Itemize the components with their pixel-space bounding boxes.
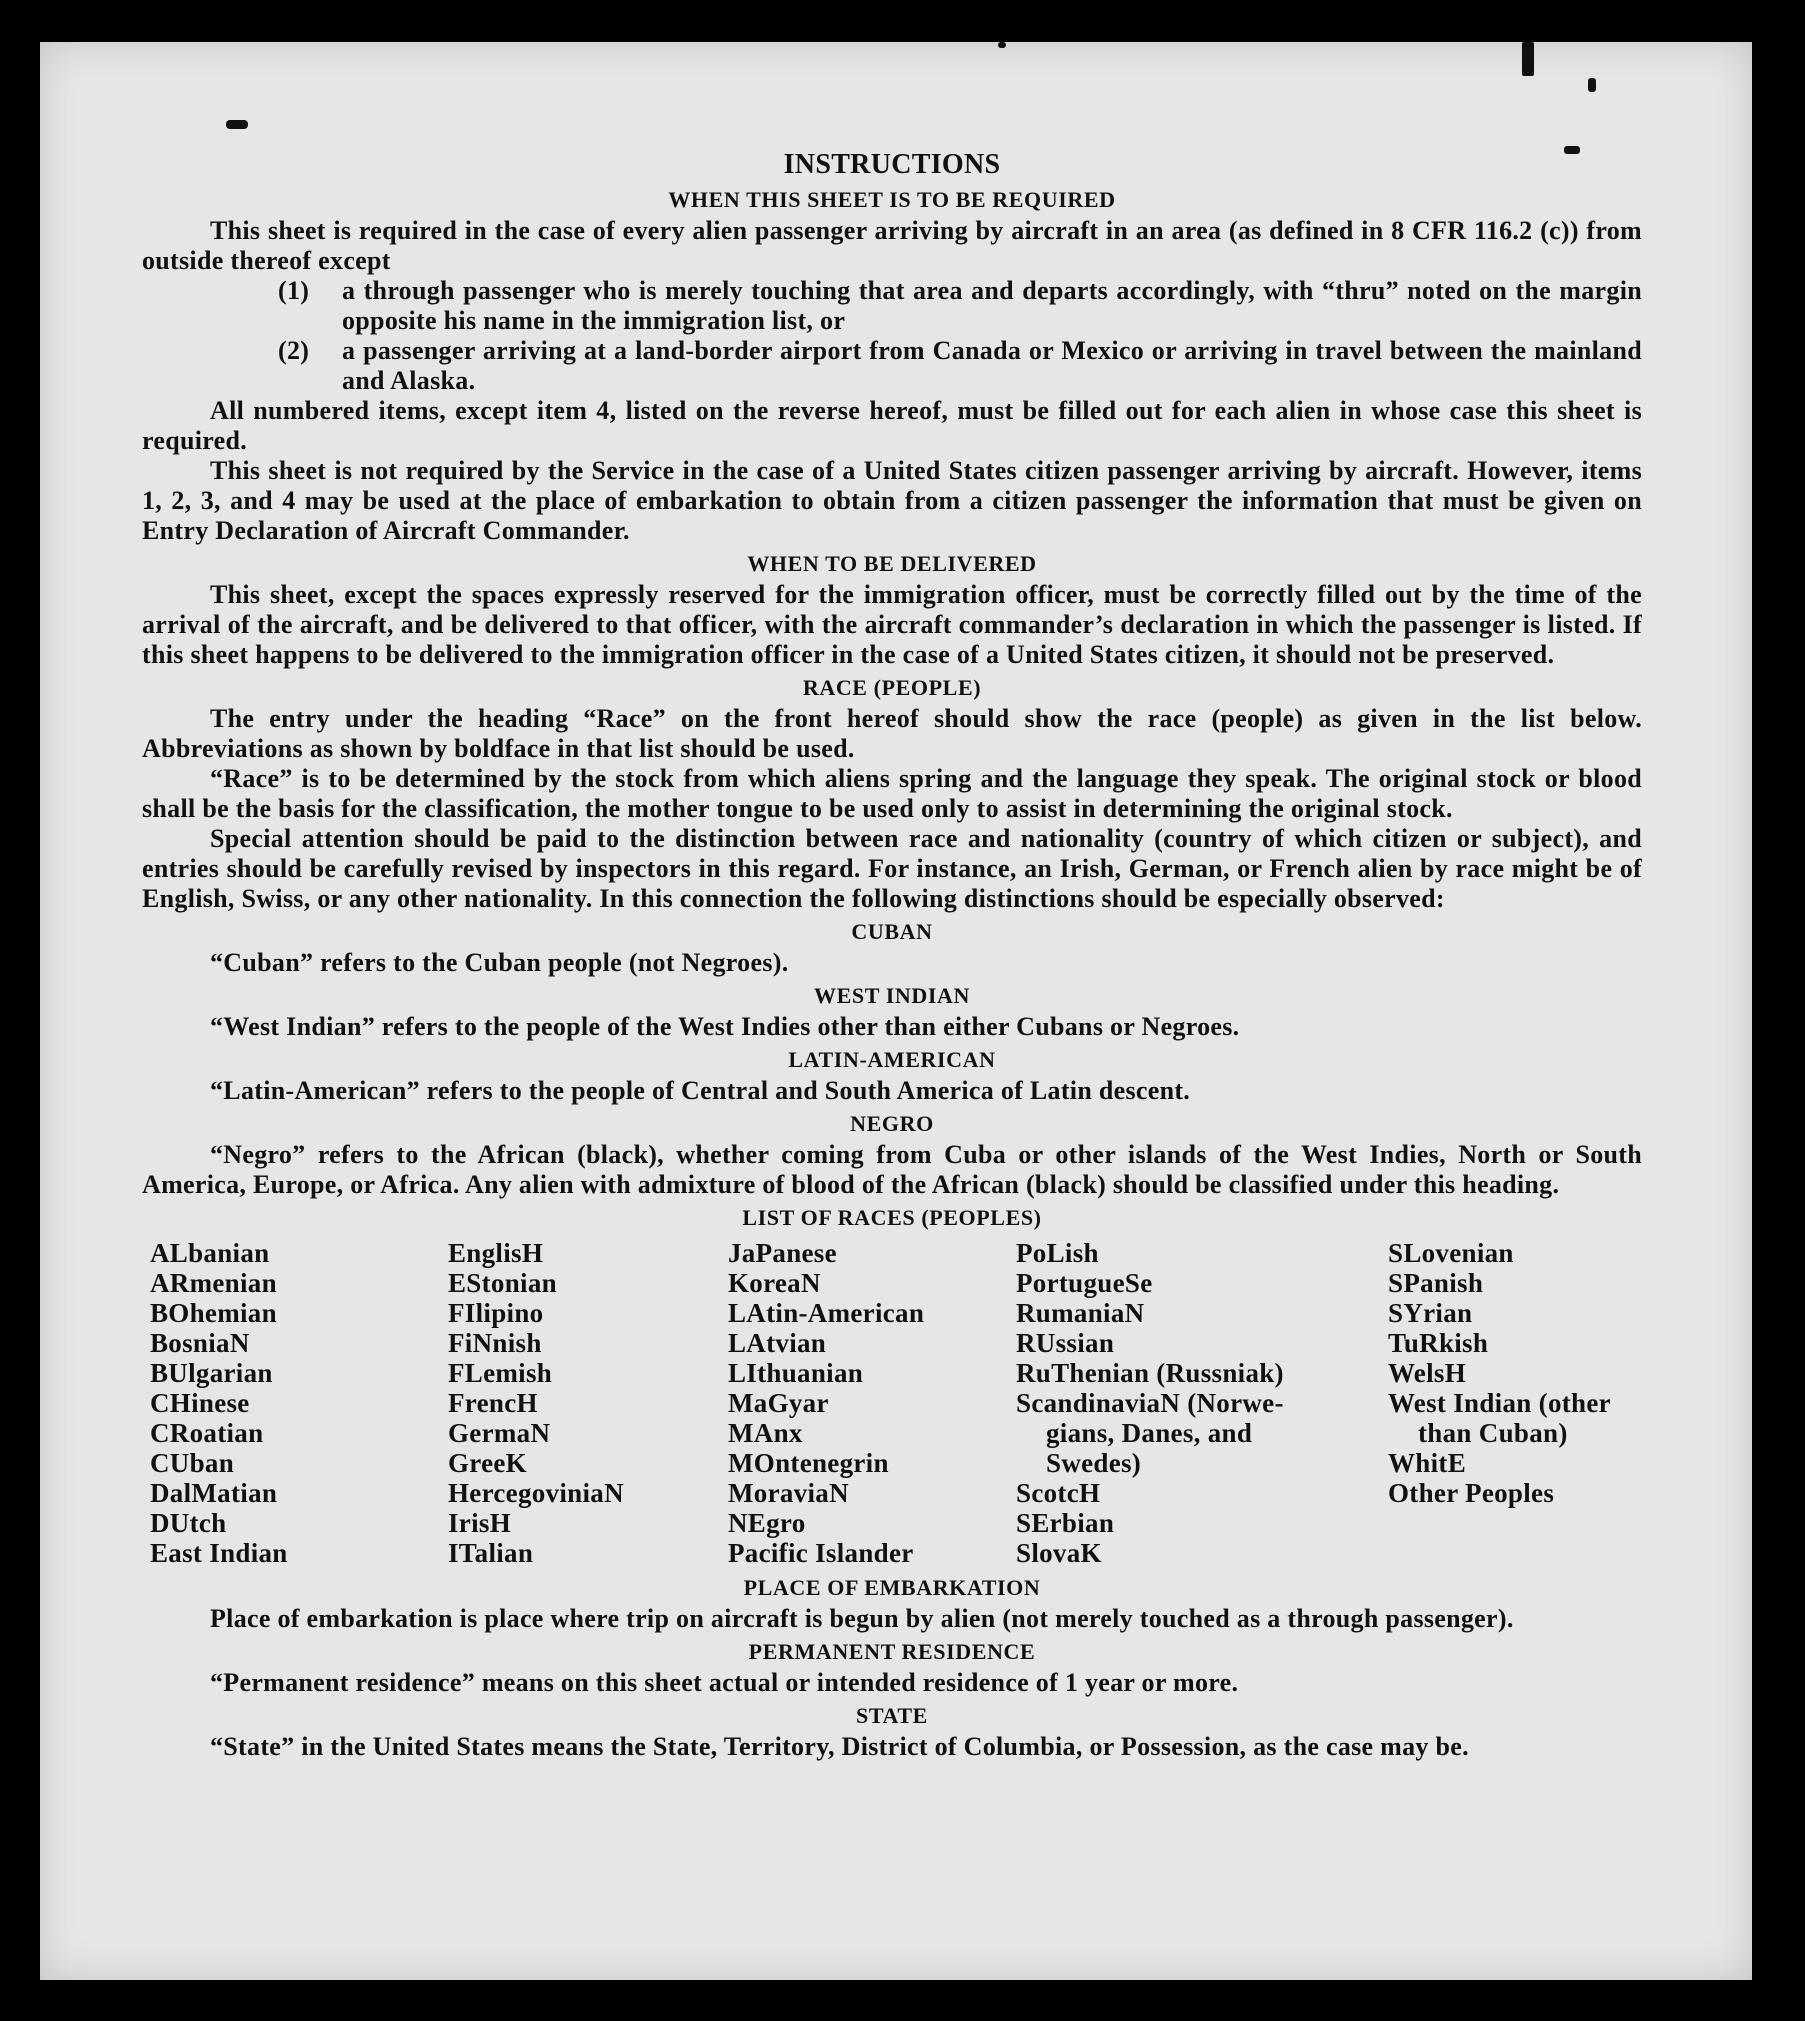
race-entry: Swedes) — [1046, 1448, 1142, 1478]
race-entry: EStonian — [448, 1268, 557, 1298]
heading-latin-american: LATIN-AMERICAN — [788, 1047, 996, 1072]
races-list — [150, 1238, 1642, 1568]
race-entry: PortugueSe — [1016, 1268, 1153, 1298]
race-entry: GermaN — [448, 1418, 551, 1448]
race-entry: ALbanian — [150, 1238, 270, 1268]
race-entry: FrencH — [448, 1388, 538, 1418]
races-column-1 — [150, 1238, 448, 1568]
race-entry: DUtch — [150, 1508, 227, 1538]
item-number: (2) — [278, 336, 310, 365]
race-entry: West Indian (other — [1388, 1388, 1611, 1418]
cuban-definition: “Cuban” refers to the Cuban people (not Negroes). — [210, 948, 789, 977]
race-entry: NEgro — [728, 1508, 806, 1538]
race-entry: than Cuban) — [1418, 1418, 1568, 1448]
race-entry: DalMatian — [150, 1478, 278, 1508]
ink-speck — [998, 42, 1006, 48]
race-entry: ARmenian — [150, 1268, 277, 1298]
races-column-5-top — [1388, 1238, 1650, 1418]
race-entry: WelsH — [1388, 1358, 1467, 1388]
race-entry: KoreaN — [728, 1268, 821, 1298]
heading-permanent-residence: PERMANENT RESIDENCE — [748, 1639, 1036, 1664]
citizen-paragraph: This sheet is not required by the Service in the case of a United States citizen passenger arriving by aircraft. However, items 1, 2, 3, and 4 may be used at the place of embarkation to obtain from a citizen passenger the information that must be given on Entry Declaration of Aircraft Commander. — [142, 456, 1642, 545]
instructions-body — [142, 148, 1642, 1762]
delivery-paragraph: This sheet, except the spaces expressly reserved for the immigration officer, must be correctly filled out by the time of the arrival of the aircraft, and be delivered to that officer, with the aircraft commander’s declaration in which the passenger is listed. If this sheet happens to be delivered to the immigration officer in the case of a United States citizen, it should not be preserved. — [142, 580, 1642, 669]
heading-cuban: CUBAN — [851, 919, 933, 944]
exception-item-1 — [278, 276, 1642, 336]
race-entry: LAtin-American — [728, 1298, 925, 1328]
item-number: (1) — [278, 276, 310, 305]
race-entry: PoLish — [1016, 1238, 1099, 1268]
race-entry: TuRkish — [1388, 1328, 1489, 1358]
race-entry: ScotcH — [1016, 1478, 1101, 1508]
race-entry: MAnx — [728, 1418, 803, 1448]
races-column-4-bottom — [1016, 1478, 1388, 1568]
west-indian-definition: “West Indian” refers to the people of the West Indies other than either Cubans or Negroes. — [210, 1012, 1240, 1041]
state-definition: “State” in the United States means the State, Territory, District of Columbia, or Possession, as the case may be. — [210, 1732, 1469, 1761]
race-paragraph-1: The entry under the heading “Race” on the front hereof should show the race (people) as given in the list below. Abbreviations as shown by boldface in that list should be used. — [142, 704, 1642, 763]
race-entry: Other Peoples — [1388, 1478, 1555, 1508]
race-entry: Pacific Islander — [728, 1538, 914, 1568]
race-entry: BosniaN — [150, 1328, 250, 1358]
race-entry: SYrian — [1388, 1298, 1473, 1328]
races-column-2 — [448, 1238, 728, 1568]
race-entry: RUssian — [1016, 1328, 1115, 1358]
races-column-4-top — [1016, 1238, 1388, 1418]
race-entry: MoraviaN — [728, 1478, 849, 1508]
item-text: a through passenger who is merely touching that area and departs accordingly, with “thru” noted on the margin opposite his name in the immigration list, or — [342, 276, 1642, 335]
race-entry: EnglisH — [448, 1238, 544, 1268]
race-entry: JaPanese — [728, 1238, 837, 1268]
exception-item-2 — [278, 336, 1642, 396]
ink-speck — [1522, 42, 1534, 76]
race-entry: SLovenian — [1388, 1238, 1514, 1268]
race-entry: ITalian — [448, 1538, 534, 1568]
heading-negro: NEGRO — [850, 1111, 934, 1136]
race-entry: CRoatian — [150, 1418, 264, 1448]
race-entry: FLemish — [448, 1358, 553, 1388]
heading-when-delivered: WHEN TO BE DELIVERED — [747, 551, 1037, 576]
race-entry: SlovaK — [1016, 1538, 1102, 1568]
race-entry: IrisH — [448, 1508, 512, 1538]
heading-state: STATE — [856, 1703, 928, 1728]
page-title: INSTRUCTIONS — [783, 149, 1001, 180]
race-entry: East Indian — [150, 1538, 288, 1568]
race-entry: BUlgarian — [150, 1358, 273, 1388]
race-entry: RumaniaN — [1016, 1298, 1145, 1328]
races-column-5-wrap — [1388, 1418, 1650, 1448]
race-entry: MaGyar — [728, 1388, 829, 1418]
race-entry: SErbian — [1016, 1508, 1115, 1538]
heading-list-of-races: LIST OF RACES (PEOPLES) — [742, 1205, 1042, 1230]
race-entry: LIthuanian — [728, 1358, 864, 1388]
race-entry: GreeK — [448, 1448, 527, 1478]
races-column-4-wrap — [1016, 1418, 1388, 1478]
embarkation-definition: Place of embarkation is place where trip on aircraft is begun by alien (not merely touched as a through passenger). — [210, 1604, 1514, 1633]
race-entry: LAtvian — [728, 1328, 827, 1358]
race-entry: HercegoviniaN — [448, 1478, 624, 1508]
heading-embarkation: PLACE OF EMBARKATION — [743, 1575, 1041, 1600]
races-column-5 — [1388, 1238, 1650, 1568]
race-entry: WhitE — [1388, 1448, 1467, 1478]
numbered-items-paragraph: All numbered items, except item 4, listed on the reverse hereof, must be filled out for each alien in whose case this sheet is required. — [142, 396, 1642, 455]
heading-when-required: WHEN THIS SHEET IS TO BE REQUIRED — [668, 187, 1116, 212]
heading-west-indian: WEST INDIAN — [814, 983, 970, 1008]
race-paragraph-3: Special attention should be paid to the distinction between race and nationality (country of which citizen or subject), and entries should be carefully revised by inspectors in this regard. For instance, an Irish, German, or French alien by race might be of English, Swiss, or any other nationality. In this connection the following distinctions should be especially observed: — [142, 824, 1642, 913]
race-entry: SPanish — [1388, 1268, 1484, 1298]
race-entry: ScandinaviaN (Norwe- — [1016, 1388, 1284, 1418]
races-column-5-bottom — [1388, 1448, 1650, 1508]
latin-american-definition: “Latin-American” refers to the people of Central and South America of Latin descent. — [210, 1076, 1191, 1105]
race-entry: FiNnish — [448, 1328, 542, 1358]
race-entry: RuThenian (Russniak) — [1016, 1358, 1284, 1388]
race-entry: gians, Danes, and — [1046, 1418, 1253, 1448]
races-column-4 — [1016, 1238, 1388, 1568]
residence-definition: “Permanent residence” means on this sheet actual or intended residence of 1 year or more. — [210, 1668, 1239, 1697]
race-entry: BOhemian — [150, 1298, 277, 1328]
race-entry: CHinese — [150, 1388, 250, 1418]
item-text: a passenger arriving at a land-border airport from Canada or Mexico or arriving in travel between the mainland and Alaska. — [342, 336, 1642, 395]
heading-race: RACE (PEOPLE) — [802, 675, 982, 700]
negro-definition: “Negro” refers to the African (black), whether coming from Cuba or other islands of the West Indies, North or South America, Europe, or Africa. Any alien with admixture of blood of the African (black) should be classified under this heading. — [142, 1140, 1642, 1199]
race-paragraph-2: “Race” is to be determined by the stock from which aliens spring and the language they speak. The original stock or blood shall be the basis for the classification, the mother tongue to be used only to assist in determining the original stock. — [142, 764, 1642, 823]
ink-speck — [226, 120, 248, 129]
races-column-3 — [728, 1238, 1016, 1568]
race-entry: CUban — [150, 1448, 235, 1478]
race-entry: MOntenegrin — [728, 1448, 889, 1478]
ink-speck — [1588, 78, 1596, 92]
race-entry: FIlipino — [448, 1298, 544, 1328]
when-required-intro: This sheet is required in the case of every alien passenger arriving by aircraft in an area (as defined in 8 CFR 116.2 (c)) from outside thereof except — [142, 216, 1642, 275]
